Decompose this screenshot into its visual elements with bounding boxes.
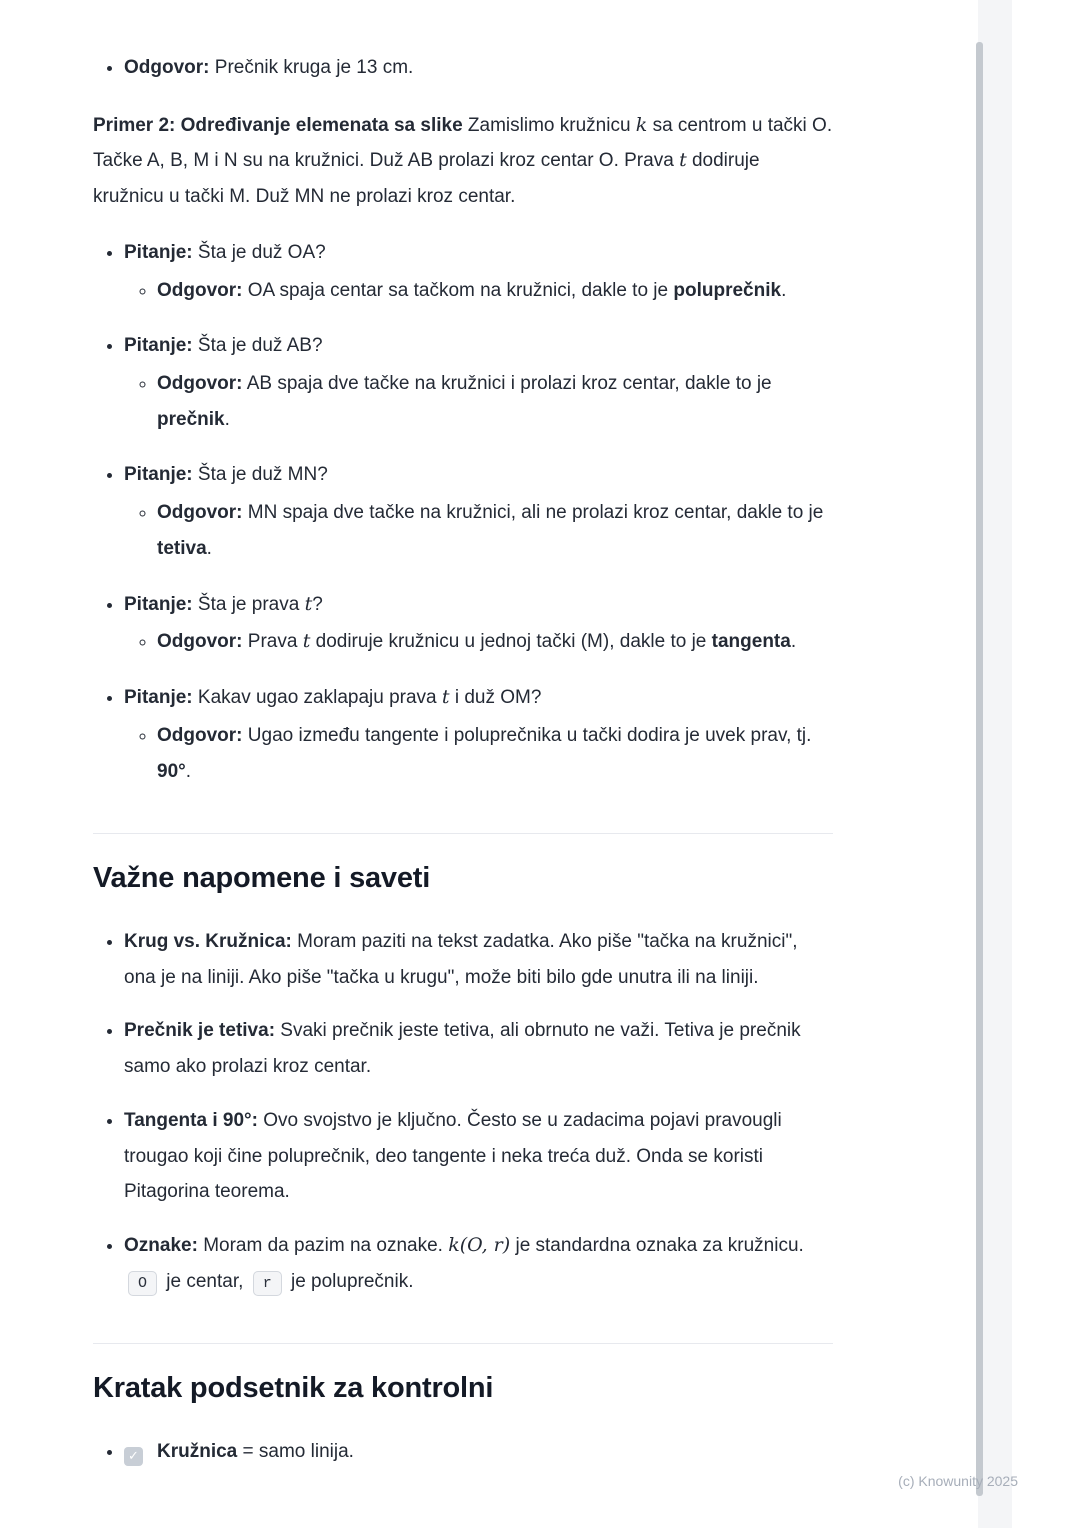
qa-question: • Pitanje: Kakav ugao zaklapaju prava t i duž OM? xyxy=(124,686,542,709)
notes-heading: Važne napomene i saveti xyxy=(93,862,431,895)
qa-answer-list xyxy=(124,718,833,789)
scrollbar-thumb[interactable] xyxy=(976,42,983,1496)
section-divider xyxy=(93,1343,833,1344)
note-item: • Oznake: Moram da pazim na oznake. k(O, r) je standardna oznaka za kružnicu. O je centar, r je poluprečnik. xyxy=(124,1228,833,1299)
primer2-paragraph: Primer 2: Određivanje elemenata sa slike Zamislimo kružnicu k sa centrom u tački O. Tačke A, B, M i N su na kružnici. Duž AB prolazi kroz centar O. Prava t dodiruje kružnicu u tački M. Duž MN ne prolazi kroz centar. xyxy=(93,113,833,208)
qa-answer: ◦ Odgovor: Prava t dodiruje kružnicu u jednoj tački (M), dakle to je tangenta. xyxy=(157,624,833,660)
qa-item xyxy=(124,587,833,660)
answer-bullet: • Odgovor: Prečnik kruga je 13 cm. xyxy=(124,50,833,86)
checkbox[interactable] xyxy=(124,1447,143,1466)
qa-answer: ◦ Odgovor: AB spaja dve tačke na kružnici i prolazi kroz centar, dakle to je prečnik. xyxy=(157,366,833,437)
section-divider xyxy=(93,833,833,834)
qa-item xyxy=(124,328,833,437)
qa-item xyxy=(124,680,833,789)
footer-credit: (c) Knowunity 2025 xyxy=(898,1472,1018,1489)
qa-question: • Pitanje: Šta je duž OA? xyxy=(124,241,326,263)
qa-answer-list xyxy=(124,273,833,309)
qa-question: • Pitanje: Šta je duž AB? xyxy=(124,335,323,357)
document-page xyxy=(93,0,833,1470)
qa-answer-list xyxy=(124,624,833,660)
qa-answer-list xyxy=(124,495,833,566)
notes-list xyxy=(93,924,833,1299)
qa-list xyxy=(93,235,833,789)
checklist-item xyxy=(124,1434,833,1470)
answer-bullet-list xyxy=(93,50,833,86)
reminder-heading: Kratak podsetnik za kontrolni xyxy=(93,1372,494,1405)
checklist xyxy=(93,1434,833,1470)
qa-item xyxy=(124,457,833,566)
note-item: • Prečnik je tetiva: Svaki prečnik jeste tetiva, ali obrnuto ne važi. Tetiva je prečnik samo ako prolazi kroz centar. xyxy=(124,1013,833,1084)
qa-answer: ◦ Odgovor: OA spaja centar sa tačkom na kružnici, dakle to je poluprečnik. xyxy=(157,273,833,309)
note-item: • Tangenta i 90°: Ovo svojstvo je ključno. Često se u zadacima pojavi pravougli trougao koji čine poluprečnik, deo tangente i neka treća duž. Onda se koristi Pitagorina teorema. xyxy=(124,1103,833,1210)
qa-answer: ◦ Odgovor: MN spaja dve tačke na kružnici, ali ne prolazi kroz centar, dakle to je tetiva. xyxy=(157,495,833,566)
qa-answer: ◦ Odgovor: Ugao između tangente i poluprečnika u tački dodira je uvek prav, tj. 90°. xyxy=(157,718,833,789)
checkbox-check-icon: • ✓ xyxy=(128,1448,139,1464)
checklist-item-text: Kružnica = samo linija. xyxy=(157,1441,354,1463)
qa-question: • Pitanje: Šta je duž MN? xyxy=(124,464,328,486)
qa-item xyxy=(124,235,833,308)
note-item: • Krug vs. Kružnica: Moram paziti na tekst zadatka. Ako piše "tačka na kružnici", ona je na liniji. Ako piše "tačka u krugu", može biti bilo gde unutra ili na liniji. xyxy=(124,924,833,995)
qa-question: • Pitanje: Šta je prava t? xyxy=(124,592,323,615)
qa-answer-list xyxy=(124,366,833,437)
scrollbar-track[interactable] xyxy=(978,0,1012,1528)
